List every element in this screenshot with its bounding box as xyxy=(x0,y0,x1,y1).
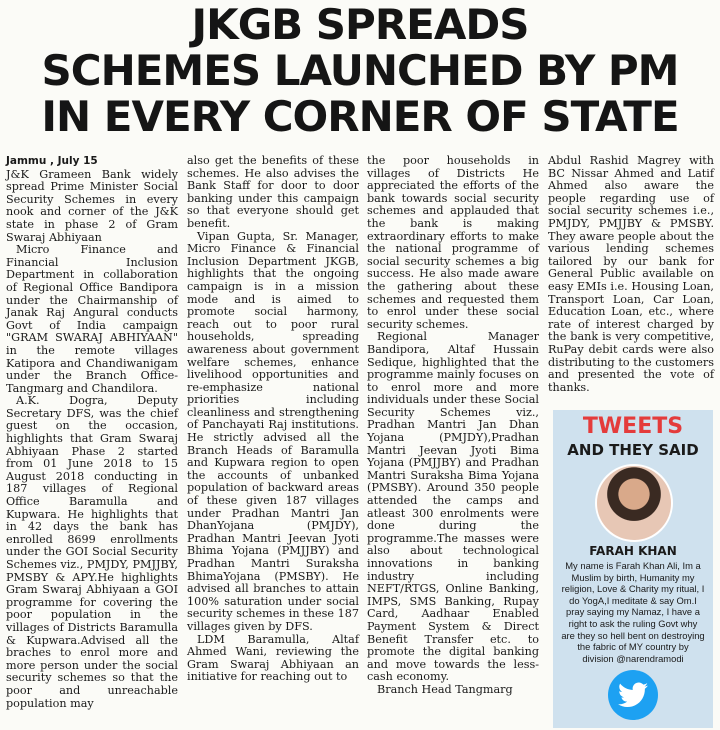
tweets-subtitle: AND THEY SAID xyxy=(567,441,699,459)
tweet-text: My name is Farah Khan Ali, Im a Muslim by birth, Humanity my religion, Love & Charity my ritual, I do YogA,I meditate & say Om.I pray saying my Namaz, I have a right to ask the ruling Govt why are they so hell bent on destroying the fabric of MY country by division @narendramodi xyxy=(561,560,705,664)
paragraph: A.K. Dogra, Deputy Secretary DFS, was the chief guest on the occasion, highlights that Gram Swaraj Abhiyaan Phase 2 started from 01 June 2018 to 15 August 2018 conducting in 187 villages of Regional Office Baramulla and Kupwara. He highlights that in 42 days the bank has enrolled 8699 enrollments under the GOI Social Security Schemes viz., PMJDY, PMJJBY, PMSBY & APY.He highlights Gram Swaraj Abhiyaan a GOI programme for covering the poor population in the villages of Districts Baramulla & Kupwara.Advised all the braches to enrol more and more person under the social security schemes so that the poor and unreachable population may xyxy=(6,394,178,710)
dateline: Jammu , July 15 xyxy=(6,155,98,167)
headline-line-3: IN EVERY CORNER OF STATE xyxy=(41,92,679,141)
paragraph: Abdul Rashid Magrey with BC Nissar Ahmed and Latif Ahmed also aware the people regarding use of social security schemes i.e., PMJDY, PMJJBY & PMSBY. They aware people about the various lending schemes tailored by our bank for General Public available on easy EMIs i.e. Housing Loan, Transport Loan, Car Loan, Education Loan, etc., where rate of interest charged by the bank is very competitive, RuPay debit cards were also distributing to the customers and presented the vote of thanks. xyxy=(548,154,714,394)
paragraph: also get the benefits of these schemes. He also advises the Bank Staff for door to door banking under this campaign so that everyone should get benefit. xyxy=(187,154,359,230)
tweets-box xyxy=(553,410,713,728)
twitter-bird-icon xyxy=(608,670,658,720)
twitter-bird-glyph xyxy=(618,682,648,708)
paragraph: the poor households in villages of Districts He appreciated the efforts of the bank towards social security schemes and applauded that the bank is making extraordinary efforts to make the national programme of social security schemes a big success. He also made aware the gathering about these schemes and requested them to enrol under these social security schemes. xyxy=(367,154,539,331)
headline xyxy=(0,2,720,140)
paragraph: Regional Manager Bandipora, Altaf Hussain Sedique, highlighted that the programme mainly focuses on to enrol more and more individuals under these Social Security Schemes viz., Pradhan Mantri Jan Dhan Yojana (PMJDY),Pradhan Mantri Jeevan Jyoti Bima Yojana (PMJJBY) and Pradhan Mantri Suraksha Bima Yojana (PMSBY). Around 350 people attended the camps and atleast 300 enrolments were done during the programme.The masses were also about technological innovations in banking industry including NEFT/RTGS, Online Banking, IMPS, SMS Banking, Rupay Card, Aadhaar Enabled Payment System & Direct Benefit Transfer etc. to promote the digital banking and move towards the less-cash economy. xyxy=(367,330,539,684)
paragraph: Branch Head Tangmarg xyxy=(377,682,513,696)
paragraph: Vipan Gupta, Sr. Manager, Micro Finance & Financial Inclusion Department JKGB, highlights that the ongoing campaign is in a mission mode and is aimed to promote social harmony, reach out to poor rural households, spreading awareness about government welfare schemes, enhance livelihood opportunities and re-emphasize national priorities including cleanliness and strengthening of Panchayati Raj institutions. He strictly advised all the Branch Heads of Baramulla and Kupwara region to open the accounts of unbanked population of backward areas of these given 187 villages under Pradhan Mantri Jan DhanYojana (PMJDY), Pradhan Mantri Jeevan Jyoti Bhima Yojana (PMJJBY) and Pradhan Mantri Suraksha BhimaYojana (PMSBY). He advised all branches to attain 100% saturation under social security schemes in these 187 villages given by DFS. xyxy=(187,229,359,633)
article-column-3 xyxy=(367,155,539,697)
headline-line-1: JKGB SPREADS xyxy=(191,0,529,49)
paragraph: Micro Finance and Financial Inclusion Department in collaboration of Regional Office Bandipora under the Chairmanship of Janak Raj Angural conducts Govt of India campaign "GRAM SWARAJ ABHIYAAN" in the remote villages Katipora and Chandiwanigam under the Branch Office- Tangmarg and Chandilora. xyxy=(6,243,178,395)
tweets-title: TWEETS xyxy=(582,414,684,439)
paragraph: LDM Baramulla, Altaf Ahmed Wani, reviewing the Gram Swaraj Abhiyaan an initiative for reaching out to xyxy=(187,632,359,684)
article-column-2 xyxy=(187,155,359,684)
article-column-4 xyxy=(548,155,714,394)
avatar xyxy=(595,464,673,542)
paragraph: J&K Grameen Bank widely spread Prime Minister Social Security Schemes in every nook and corner of the J&K state in phase 2 of Gram Swaraj Abhiyaan xyxy=(6,167,178,244)
tweet-author: FARAH KHAN xyxy=(589,544,677,558)
article-column-1 xyxy=(6,155,178,710)
headline-line-2: SCHEMES LAUNCHED BY PM xyxy=(41,46,679,95)
